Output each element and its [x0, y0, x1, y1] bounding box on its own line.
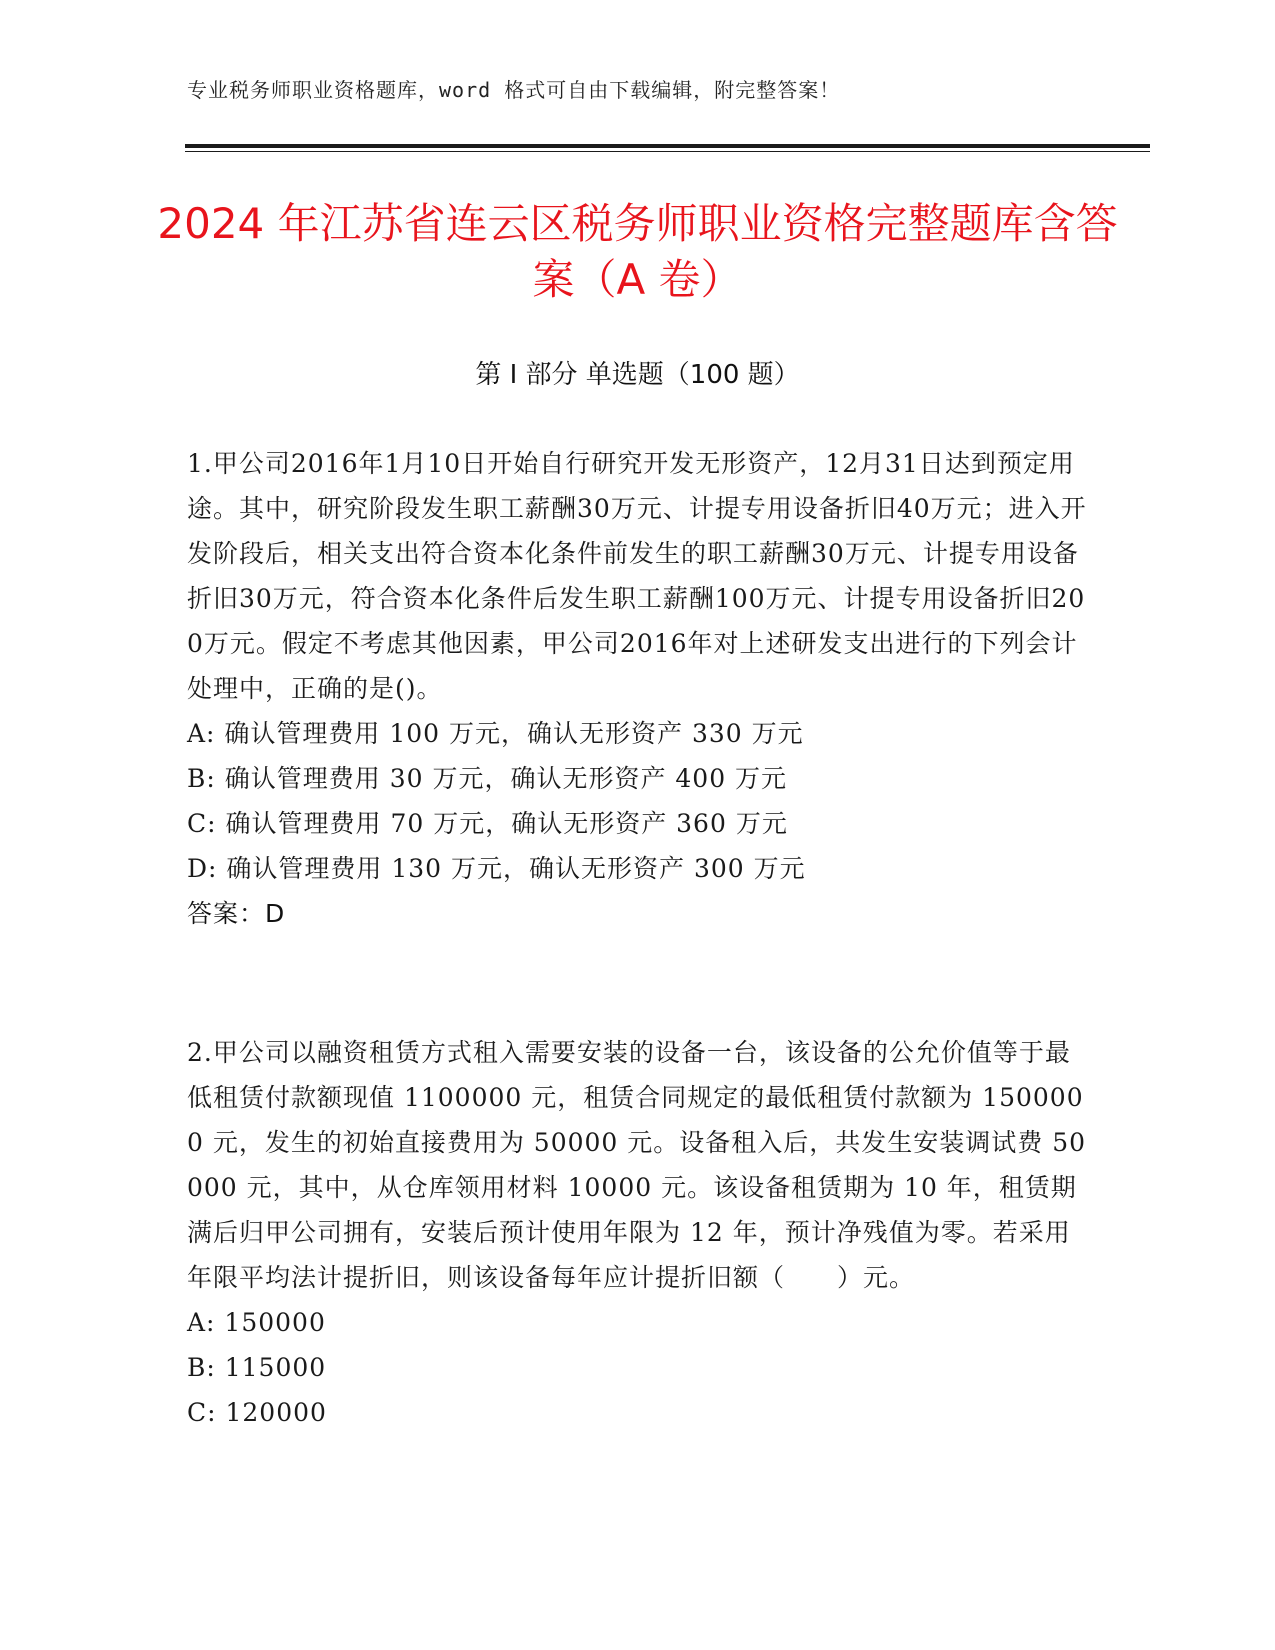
option-b: B: 115000	[187, 1353, 327, 1382]
header-note: 专业税务师职业资格题库，word 格式可自由下载编辑，附完整答案！	[187, 78, 841, 102]
option-list	[187, 711, 1092, 891]
header-divider-thick	[185, 144, 1150, 148]
question-stem: 2.甲公司以融资租赁方式租入需要安装的设备一台，该设备的公允价值等于最低租赁付款额现值 1100000 元，租赁合同规定的最低租赁付款额为 1500000 元，发生的初始直接费用为 50000 元。设备租入后，共发生安装调试费 50000 元，其中，从仓库领用材料 10000 元。该设备租赁期为 10 年，租赁期满后归甲公司拥有，安装后预计使用年限为 12 年，预计净残值为零。若采用年限平均法计提折旧，则该设备每年应计提折旧额（ ）元。	[187, 1038, 1087, 1292]
answer-line: 答案：D	[187, 899, 286, 928]
option-b: B: 确认管理费用 30 万元，确认无形资产 400 万元	[187, 764, 788, 793]
option-d: D: 确认管理费用 130 万元，确认无形资产 300 万元	[187, 854, 806, 883]
question-1	[187, 441, 1092, 936]
option-c: C: 120000	[187, 1398, 327, 1427]
option-c: C: 确认管理费用 70 万元，确认无形资产 360 万元	[187, 809, 788, 838]
option-a: A: 150000	[187, 1308, 326, 1337]
document-title: 2024 年江苏省连云区税务师职业资格完整题库含答案（A 卷）	[157, 199, 1118, 304]
question-stem: 1.甲公司2016年1月10日开始自行研究开发无形资产，12月31日达到预定用途。其中，研究阶段发生职工薪酬30万元、计提专用设备折旧40万元；进入开发阶段后，相关支出符合资本化条件前发生的职工薪酬30万元、计提专用设备折旧30万元，符合资本化条件后发生职工薪酬100万元、计提专用设备折旧200万元。假定不考虑其他因素，甲公司2016年对上述研发支出进行的下列会计处理中，正确的是()。	[187, 449, 1087, 703]
option-a: A: 确认管理费用 100 万元，确认无形资产 330 万元	[187, 719, 804, 748]
header-divider-thin	[185, 151, 1150, 152]
section-heading: 第 I 部分 单选题（100 题）	[475, 360, 800, 390]
option-list	[187, 1300, 1092, 1435]
question-2	[187, 1030, 1092, 1435]
